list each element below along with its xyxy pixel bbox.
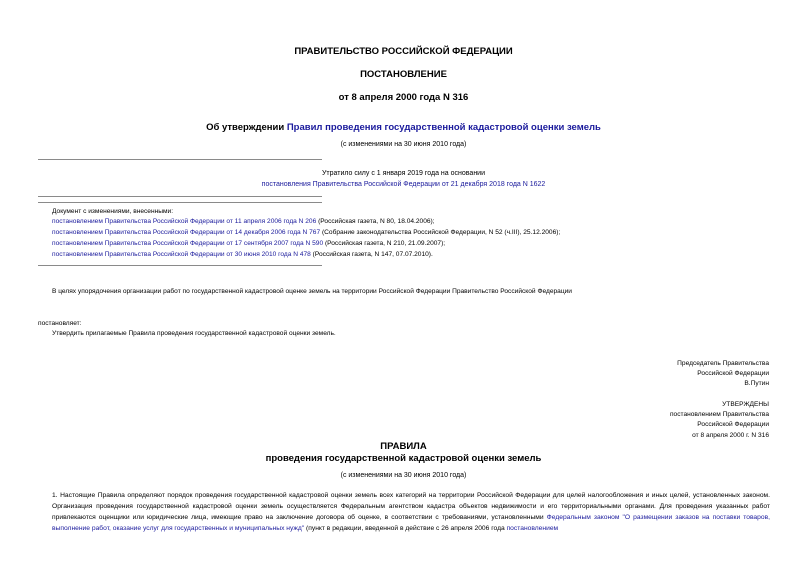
change-source: (Российская газета, N 80, 18.04.2006); [316,218,435,225]
doc-date-number: от 8 апреля 2000 года N 316 [338,92,469,103]
list-item [52,251,433,258]
doc-title [0,122,807,133]
doc-title-prefix: Об утверждении [206,122,287,133]
government-heading: ПРАВИТЕЛЬСТВО РОССИЙСКОЙ ФЕДЕРАЦИИ [294,46,513,57]
change-source: (Собрание законодательства Российской Федерации, N 52 (ч.III), 25.12.2006); [320,229,561,236]
divider [38,159,322,160]
approve-text: Утвердить прилагаемые Правила проведения государственной кадастровой оценки земель. [52,330,336,337]
federal-law-link[interactable]: Федеральным законом "О размещении заказов на поставки товаров, выполнение работ, оказание услуг для государственных и муниципальных нужд" [52,514,770,532]
list-item [52,218,435,225]
amendment-link[interactable]: постановлением [506,525,559,532]
change-link[interactable]: постановлением Правительства Российской Федерации от 17 сентября 2007 года N 590 [52,240,324,247]
change-link[interactable]: постановлением Правительства Российской Федерации от 14 декабря 2006 года N 767 [52,229,321,236]
doc-type-heading: ПОСТАНОВЛЕНИЕ [360,69,447,80]
change-source: (Российская газета, N 210, 21.09.2007); [323,240,446,247]
rules-paragraph-1 [52,490,770,534]
rules-subtitle: проведения государственной кадастровой оценки земель [265,453,542,464]
signature-title: Председатель Правительства [677,360,769,367]
divider [38,196,322,197]
approved-date: от 8 апреля 2000 г. N 316 [692,432,769,439]
resolves-text: постановляет: [38,320,82,327]
preamble-text: В целях упорядочения организации работ по государственной кадастровой оценке земель на территории Российской Федерации Правительство Российской Федерации [52,288,572,295]
amend-note: (с изменениями на 30 июня 2010 года) [340,141,467,148]
rules-amend-note: (с изменениями на 30 июня 2010 года) [340,472,467,479]
expired-note: Утратило силу с 1 января 2019 года на основании [321,170,486,177]
expired-link[interactable]: постановления Правительства Российской Федерации от 21 декабря 2018 года N 1622 [261,181,546,188]
signature-name: В.Путин [744,380,769,387]
expired-link-line [0,181,807,188]
approved-by: постановлением Правительства [669,411,769,418]
divider [38,265,322,266]
divider [38,202,322,203]
paragraph-text: (пункт в редакции, введенной в действие с 26 апреля 2006 года [304,525,507,532]
change-link[interactable]: постановлением Правительства Российской Федерации от 30 июня 2010 года N 478 [52,251,311,258]
change-link[interactable]: постановлением Правительства Российской Федерации от 11 апреля 2006 года N 206 [52,218,317,225]
paragraph-text: 1. Настоящие Правила определяют порядок проведения государственной кадастровой оценки земель всех категорий на территории Российской Федерации для целей налогообложения и иных целей, установленных законом. Организация проведения государственной кадастровой оценки земель осуществляется Федеральным агентством кадастра объектов недвижимости и его территориальными органами. Для проведения указанных работ привлекаются оценщики или юридические лица, имеющие право на заключение договора об оценке, в соответствии с требованиями, установленными [52,492,770,521]
approved-label: УТВЕРЖДЕНЫ [722,401,769,408]
doc-title-link[interactable]: Правил проведения государственной кадастровой оценки земель [286,122,601,133]
changes-intro: Документ с изменениями, внесенными: [52,208,174,215]
change-source: (Российская газета, N 147, 07.07.2010). [310,251,433,258]
signature-country: Российской Федерации [697,370,769,377]
approved-country: Российской Федерации [697,421,769,428]
rules-title: ПРАВИЛА [380,441,427,452]
list-item [52,229,560,236]
list-item [52,240,445,247]
